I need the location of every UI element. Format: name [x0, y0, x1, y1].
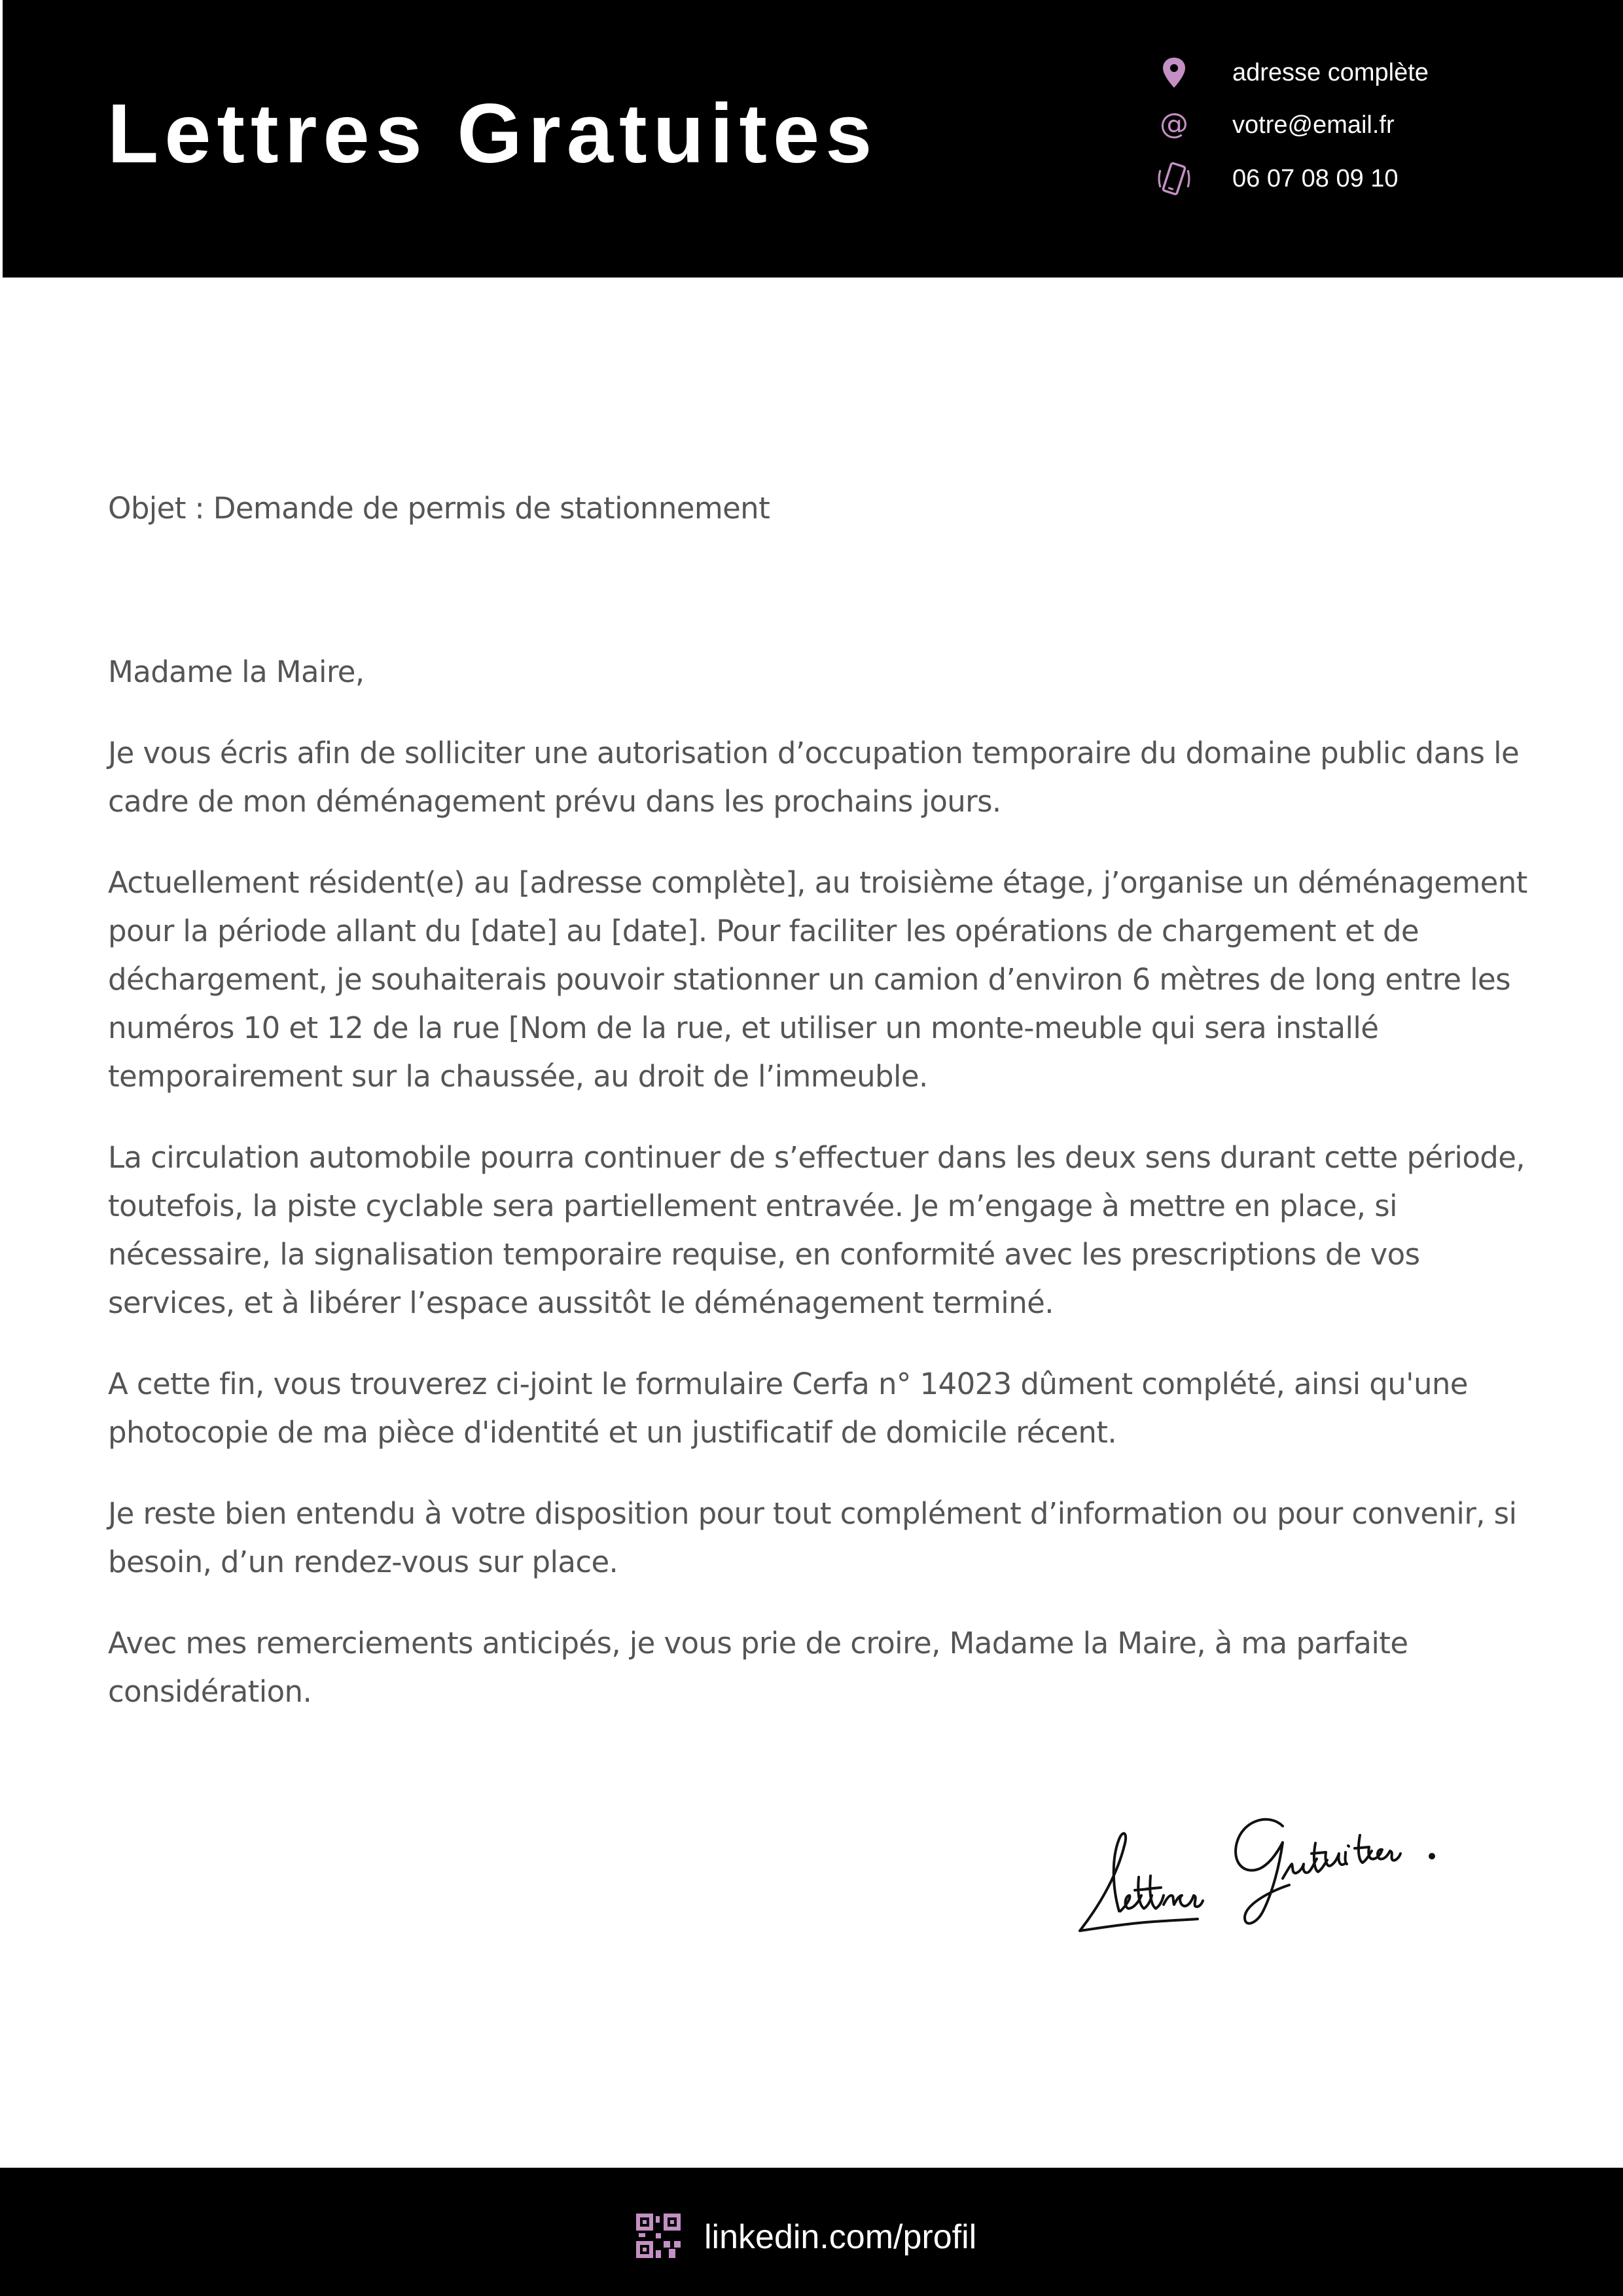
header-bar — [3, 0, 1623, 278]
linkedin-link-text[interactable]: linkedin.com/profil — [704, 2218, 977, 2256]
location-pin-icon — [1151, 50, 1197, 96]
brand-title: Lettres Gratuites — [107, 87, 878, 181]
svg-text:@: @ — [1160, 107, 1188, 141]
at-sign-icon — [1151, 102, 1197, 148]
handwritten-signature — [1073, 1780, 1479, 1964]
letter-paragraph: Actuellement résident(e) au [adresse complète], au troisième étage, j’organise un déménagement pour la période allant du [date] au [date]. Pour faciliter les opérations de chargement et de déchargement, je souhaiterais pouvoir stationner un camion d’environ 6 mètres de long entre les numéros 10 et 12 de la rue [Nom de la rue, et utiliser un monte-meuble qui sera installé temporairement sur la chaussée, au droit de l’immeuble. — [108, 865, 1527, 1094]
footer-bar — [0, 2168, 1623, 2296]
letter-paragraph: Avec mes remerciements anticipés, je vous prie de croire, Madame la Maire, à ma parfaite considération. — [108, 1626, 1408, 1709]
letter-subject: Objet : Demande de permis de stationnement — [108, 491, 770, 526]
contact-address-text: adresse complète — [1232, 59, 1429, 86]
letter-salutation: Madame la Maire, — [108, 655, 365, 689]
letter-paragraph: La circulation automobile pourra continuer de s’effectuer dans les deux sens durant cette période, toutefois, la piste cyclable sera partiellement entravée. Je m’engage à mettre en place, si nécessaire, la signalisation temporaire requise, en conformité avec les prescriptions de vos services, et à libérer l’espace aussitôt le déménagement terminé. — [108, 1140, 1525, 1320]
contact-phone-text: 06 07 08 09 10 — [1232, 165, 1399, 192]
letter-body — [108, 484, 1528, 1749]
qr-code-icon — [635, 2212, 682, 2259]
letter-paragraph: A cette fin, vous trouverez ci-joint le formulaire Cerfa n° 14023 dûment complété, ainsi qu'une photocopie de ma pièce d'identité et un justificatif de domicile récent. — [108, 1367, 1468, 1450]
phone-icon — [1151, 156, 1197, 202]
letter-paragraph: Je reste bien entendu à votre disposition pour tout complément d’information ou pour convenir, si besoin, d’un rendez-vous sur place. — [108, 1496, 1517, 1579]
contact-email-text: votre@email.fr — [1232, 111, 1395, 139]
letter-paragraph: Je vous écris afin de solliciter une autorisation d’occupation temporaire du domaine public dans le cadre de mon déménagement prévu dans les prochains jours. — [108, 736, 1520, 819]
